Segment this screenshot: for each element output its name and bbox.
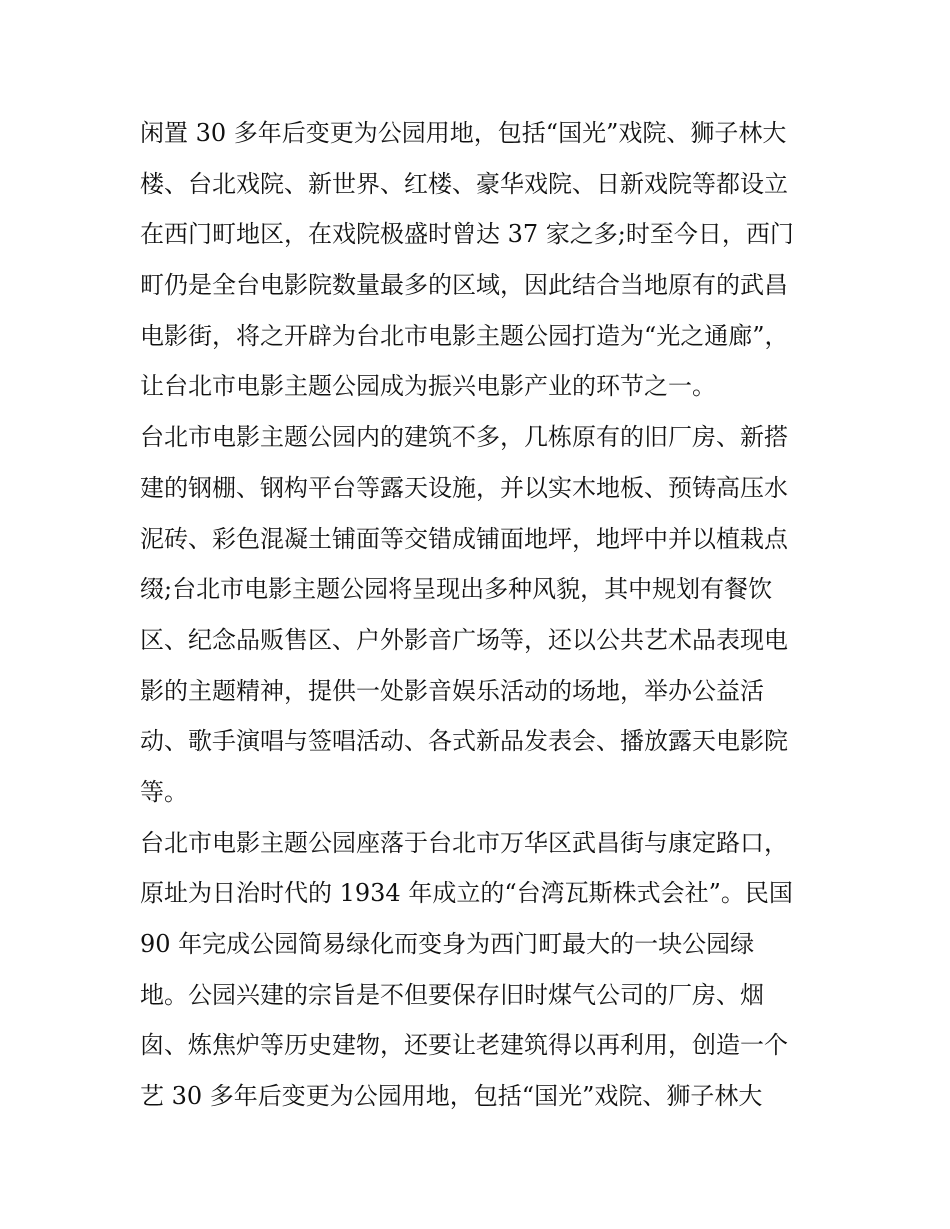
text-line: 缀;台北市电影主题公园将呈现出多种风貌，其中规划有餐饮 [140, 575, 773, 604]
text-line: 影的主题精神，提供一处影音娱乐活动的场地，举办公益活 [140, 676, 764, 705]
text-line: 原址为日治时代的 1934 年成立的“台湾瓦斯株式会社”。民国 [140, 879, 793, 908]
text-line: 电影街，将之开辟为台北市电影主题公园打造为“光之通廊”， [140, 321, 789, 350]
text-line: 楼、台北戏院、新世界、红楼、豪华戏院、日新戏院等都设立 [140, 169, 788, 198]
text-line: 台北市电影主题公园内的建筑不多，几栋原有的旧厂房、新搭 [140, 423, 788, 452]
text-line: 90 年完成公园简易绿化而变身为西门町最大的一块公园绿 [140, 930, 755, 958]
text-line: 闲置 30 多年后变更为公园用地，包括“国光”戏院、狮子林大 [140, 119, 787, 147]
text-line: 在西门町地区，在戏院极盛时曾达 37 家之多;时至今日，西门 [140, 220, 794, 249]
text-line: 动、歌手演唱与签唱活动、各式新品发表会、播放露天电影院 [140, 727, 788, 756]
text-line: 建的钢棚、钢构平台等露天设施，并以实木地板、预铸高压水 [140, 473, 788, 502]
text-line: 等。 [140, 777, 188, 806]
text-line: 让台北市电影主题公园成为振兴电影产业的环节之一。 [140, 372, 716, 401]
text-line: 泥砖、彩色混凝土铺面等交错成铺面地坪，地坪中并以植栽点 [140, 524, 788, 553]
text-line: 町仍是全台电影院数量最多的区域，因此结合当地原有的武昌 [140, 271, 788, 300]
text-line: 地。公园兴建的宗旨是不但要保存旧时煤气公司的厂房、烟 [140, 980, 764, 1009]
text-line: 艺 30 多年后变更为公园用地，包括“国光”戏院、狮子林大 [140, 1082, 763, 1111]
text-line: 台北市电影主题公园座落于台北市万华区武昌街与康定路口， [140, 828, 788, 857]
text-line: 区、纪念品贩售区、户外影音广场等，还以公共艺术品表现电 [140, 625, 788, 654]
text-line: 囱、炼焦炉等历史建物，还要让老建筑得以再利用，创造一个 [140, 1031, 788, 1060]
body-text [140, 108, 820, 1122]
